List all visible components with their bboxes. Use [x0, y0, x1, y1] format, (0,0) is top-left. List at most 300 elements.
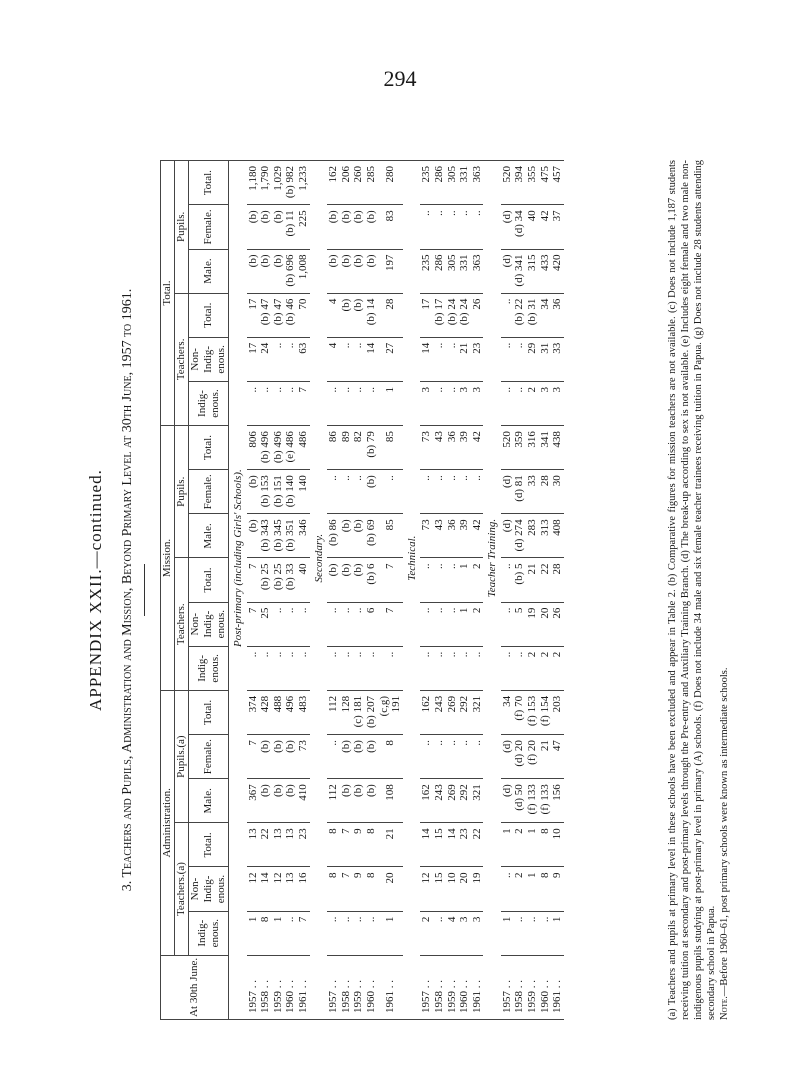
header-total-col: Total. [189, 293, 229, 337]
value-cell: (b) [352, 514, 365, 558]
value-cell: 108 [378, 779, 403, 823]
value-cell: 292 [458, 690, 471, 734]
header-total-col: Total. [189, 426, 229, 470]
value-cell: 22 [259, 823, 272, 867]
value-cell: 7 [340, 867, 353, 911]
section-title: Secondary. [310, 161, 328, 956]
value-cell: .. [272, 646, 285, 690]
value-cell: 2 [513, 867, 526, 911]
value-cell: (b) 5 [513, 558, 526, 602]
value-cell: 2 [471, 558, 484, 602]
table-row [446, 161, 459, 1020]
value-cell: .. [446, 558, 459, 602]
year-cell: 1958 . . [513, 955, 526, 1019]
value-cell: (b) 69 [365, 514, 378, 558]
value-cell: 1,790 [259, 161, 272, 205]
value-cell: 17 [420, 293, 433, 337]
table-row [259, 161, 272, 1020]
value-cell: 197 [378, 249, 403, 293]
year-cell: 1959 . . [272, 955, 285, 1019]
value-cell: .. [259, 646, 272, 690]
value-cell: 47 [551, 735, 564, 779]
value-cell: 89 [340, 426, 353, 470]
value-cell: (f) 153 [526, 690, 539, 734]
value-cell: 14 [365, 337, 378, 381]
value-cell: (b) 496 [272, 426, 285, 470]
header-admin-pupils: Pupils.(a) [175, 690, 189, 822]
value-cell: .. [327, 602, 340, 646]
value-cell: 3 [539, 381, 552, 425]
value-cell: 3 [458, 911, 471, 955]
table-row [284, 161, 297, 1020]
value-cell: .. [297, 602, 310, 646]
value-cell: (b) [272, 249, 285, 293]
value-cell: (b) [352, 735, 365, 779]
value-cell: (b) 207 [365, 690, 378, 734]
value-cell: (f) 154 [539, 690, 552, 734]
value-cell: (b) 31 [526, 293, 539, 337]
value-cell: 3 [471, 911, 484, 955]
value-cell: 206 [340, 161, 353, 205]
value-cell: 305 [446, 249, 459, 293]
value-cell: 285 [365, 161, 378, 205]
value-cell: .. [297, 646, 310, 690]
value-cell: 23 [297, 823, 310, 867]
value-cell: 63 [297, 337, 310, 381]
value-cell: .. [433, 558, 446, 602]
value-cell: .. [378, 470, 403, 514]
note-label: Note. [719, 996, 730, 1020]
notes [666, 160, 731, 1020]
value-cell: (b) [247, 470, 260, 514]
value-cell: .. [446, 337, 459, 381]
value-cell: .. [365, 911, 378, 955]
table-row [551, 161, 564, 1020]
value-cell: 12 [272, 867, 285, 911]
value-cell: 21 [458, 337, 471, 381]
value-cell: (b) [327, 558, 340, 602]
value-cell: (e) 486 [284, 426, 297, 470]
section-title: Teacher Training. [483, 161, 501, 956]
section-spacer-cell [229, 955, 247, 1019]
header-total-teachers: Teachers. [175, 293, 189, 425]
value-cell: (d) [501, 205, 514, 249]
value-cell: (b) [247, 249, 260, 293]
header-year: At 30th June. [161, 955, 229, 1019]
value-cell: .. [352, 602, 365, 646]
table-title: 3. Teachers and Pupils, Administration and Mission, Beyond Primary Level at 30th June, 1957 to 1961. [120, 288, 135, 892]
value-cell: 73 [420, 426, 433, 470]
value-cell: .. [471, 205, 484, 249]
header-mission: Mission. [161, 426, 175, 691]
value-cell: (f) 70 [513, 690, 526, 734]
value-cell: .. [247, 646, 260, 690]
value-cell: (d) 81 [513, 470, 526, 514]
value-cell: 43 [433, 426, 446, 470]
value-cell: (b) [272, 735, 285, 779]
value-cell: .. [433, 735, 446, 779]
value-cell: 313 [539, 514, 552, 558]
value-cell: (b) [365, 470, 378, 514]
value-cell: (b) [259, 735, 272, 779]
value-cell: 243 [433, 779, 446, 823]
value-cell: 428 [259, 690, 272, 734]
table-row [272, 161, 285, 1020]
header-male: Male. [189, 779, 229, 823]
value-cell: 7 [247, 558, 260, 602]
value-cell: 23 [458, 823, 471, 867]
value-cell: 7 [247, 602, 260, 646]
value-cell: .. [433, 646, 446, 690]
year-cell: 1957 . . [327, 955, 340, 1019]
value-cell: 355 [526, 161, 539, 205]
value-cell: (b) [340, 205, 353, 249]
value-cell: 4 [327, 293, 340, 337]
value-cell: (b) 496 [259, 426, 272, 470]
value-cell: 19 [526, 602, 539, 646]
value-cell: (b) [340, 735, 353, 779]
value-cell: .. [420, 646, 433, 690]
header-indigenous: Indig-enous. [189, 381, 229, 425]
value-cell: 128 [340, 690, 353, 734]
value-cell: (b) [365, 779, 378, 823]
value-cell: 260 [352, 161, 365, 205]
value-cell: (b) 86 [327, 514, 340, 558]
header-indigenous: Indig-enous. [189, 646, 229, 690]
value-cell: 7 [378, 602, 403, 646]
value-cell: 420 [551, 249, 564, 293]
value-cell: .. [526, 911, 539, 955]
value-cell: (b) [272, 779, 285, 823]
value-cell: 8 [539, 823, 552, 867]
header-total-col: Total. [189, 161, 229, 205]
value-cell: .. [501, 602, 514, 646]
year-cell: 1961 . . [471, 955, 484, 1019]
value-cell: 28 [551, 558, 564, 602]
value-cell: 14 [259, 867, 272, 911]
table-row [365, 161, 378, 1020]
value-cell: 341 [539, 426, 552, 470]
table-row [526, 161, 539, 1020]
value-cell: (b) [259, 249, 272, 293]
value-cell: (d) 20 [513, 735, 526, 779]
value-cell: (b) 25 [259, 558, 272, 602]
value-cell: 269 [446, 779, 459, 823]
value-cell: 1 [272, 911, 285, 955]
value-cell: (b) 153 [259, 470, 272, 514]
value-cell: (b) [352, 293, 365, 337]
table-row [501, 161, 514, 1020]
value-cell: 8 [327, 867, 340, 911]
value-cell: (b) [327, 205, 340, 249]
value-cell: 243 [433, 690, 446, 734]
value-cell: 1,233 [297, 161, 310, 205]
value-cell: 2 [526, 646, 539, 690]
value-cell: 4 [446, 911, 459, 955]
value-cell: (b) 79 [365, 426, 378, 470]
header-total-col: Total. [189, 823, 229, 867]
value-cell: 331 [458, 249, 471, 293]
table-body [229, 161, 564, 1020]
value-cell: (b) 151 [272, 470, 285, 514]
value-cell: 1 [378, 911, 403, 955]
value-cell: 235 [420, 161, 433, 205]
value-cell: 20 [458, 867, 471, 911]
value-cell: .. [433, 205, 446, 249]
year-cell: 1958 . . [433, 955, 446, 1019]
value-cell: (b) 140 [284, 470, 297, 514]
value-cell: .. [327, 735, 340, 779]
value-cell: 8 [365, 823, 378, 867]
value-cell: 363 [471, 161, 484, 205]
value-cell: 25 [259, 602, 272, 646]
value-cell: 13 [284, 867, 297, 911]
table-row [458, 161, 471, 1020]
value-cell: 496 [284, 690, 297, 734]
value-cell: 363 [471, 249, 484, 293]
value-cell: .. [446, 470, 459, 514]
header-admin-teachers: Teachers.(a) [175, 823, 189, 955]
value-cell: 42 [539, 205, 552, 249]
value-cell: 73 [297, 735, 310, 779]
value-cell: 1 [526, 867, 539, 911]
value-cell: 283 [526, 514, 539, 558]
value-cell: (d) 274 [513, 514, 526, 558]
value-cell: 26 [551, 602, 564, 646]
value-cell: .. [501, 337, 514, 381]
value-cell: 520 [501, 426, 514, 470]
section-spacer-cell [483, 955, 501, 1019]
value-cell: .. [446, 205, 459, 249]
value-cell: 37 [551, 205, 564, 249]
value-cell: 331 [458, 161, 471, 205]
value-cell: 85 [378, 426, 403, 470]
header-non-indigenous: Non-Indig-enous. [189, 867, 229, 911]
value-cell: (b) [352, 558, 365, 602]
value-cell: 1,008 [297, 249, 310, 293]
value-cell: 359 [513, 426, 526, 470]
value-cell: 8 [259, 911, 272, 955]
value-cell: 8 [365, 867, 378, 911]
year-cell: 1959 . . [526, 955, 539, 1019]
value-cell: 7 [247, 735, 260, 779]
value-cell: (f) 20 [526, 735, 539, 779]
value-cell: (b) [259, 779, 272, 823]
value-cell: 1 [458, 558, 471, 602]
value-cell: 269 [446, 690, 459, 734]
value-cell: .. [420, 602, 433, 646]
value-cell: .. [284, 602, 297, 646]
value-cell: .. [340, 337, 353, 381]
value-cell: .. [259, 381, 272, 425]
title-rule [144, 564, 145, 616]
value-cell: 28 [539, 470, 552, 514]
value-cell: (b) 982 [284, 161, 297, 205]
value-cell: (b) [365, 735, 378, 779]
year-cell: 1960 . . [539, 955, 552, 1019]
header-mission-pupils: Pupils. [175, 426, 189, 558]
year-cell: 1958 . . [259, 955, 272, 1019]
value-cell: (b) [352, 779, 365, 823]
value-cell: 112 [327, 779, 340, 823]
value-cell: .. [284, 337, 297, 381]
value-cell: 286 [433, 249, 446, 293]
section-header-row [403, 161, 421, 1020]
value-cell: (b) [365, 205, 378, 249]
value-cell: 7 [340, 823, 353, 867]
section-header-row [229, 161, 247, 1020]
note-text: —Before 1960–61, post primary schools were known as intermediate schools. [719, 667, 730, 997]
value-cell: 19 [471, 867, 484, 911]
value-cell: .. [272, 381, 285, 425]
value-cell: .. [446, 381, 459, 425]
value-cell: 488 [272, 690, 285, 734]
value-cell: .. [284, 911, 297, 955]
value-cell: 9 [551, 867, 564, 911]
header-non-indigenous: Non-Indig-enous. [189, 337, 229, 381]
value-cell: 24 [259, 337, 272, 381]
value-cell: (b) [327, 249, 340, 293]
header-female: Female. [189, 470, 229, 514]
value-cell: 203 [551, 690, 564, 734]
table-row [433, 161, 446, 1020]
table-row [247, 161, 260, 1020]
value-cell: (b) [272, 205, 285, 249]
header-total-pupils: Pupils. [175, 161, 189, 294]
value-cell: 17 [247, 293, 260, 337]
value-cell: 21 [539, 735, 552, 779]
appendix-title: APPENDIX XXII.—continued. [86, 469, 105, 711]
value-cell: 1 [378, 381, 403, 425]
table-row [539, 161, 552, 1020]
value-cell: 26 [471, 293, 484, 337]
value-cell: .. [501, 867, 514, 911]
value-cell: .. [433, 911, 446, 955]
value-cell: (d) [501, 470, 514, 514]
value-cell: 7 [297, 381, 310, 425]
value-cell: 23 [471, 337, 484, 381]
value-cell: 21 [526, 558, 539, 602]
year-cell: 1959 . . [446, 955, 459, 1019]
value-cell: 42 [471, 426, 484, 470]
section-header-row [483, 161, 501, 1020]
value-cell: 34 [501, 690, 514, 734]
value-cell: (b) 46 [284, 293, 297, 337]
value-cell: 10 [551, 823, 564, 867]
value-cell: 4 [327, 337, 340, 381]
value-cell: 410 [297, 779, 310, 823]
value-cell: (b) [284, 779, 297, 823]
value-cell: 162 [327, 161, 340, 205]
section-title: Technical. [403, 161, 421, 956]
value-cell: 520 [501, 161, 514, 205]
value-cell: .. [352, 911, 365, 955]
value-cell: 43 [433, 514, 446, 558]
value-cell: .. [513, 381, 526, 425]
value-cell: (b) [340, 514, 353, 558]
value-cell: (b) [340, 558, 353, 602]
value-cell: (b) 343 [259, 514, 272, 558]
value-cell: 316 [526, 426, 539, 470]
year-cell: 1961 . . [378, 955, 403, 1019]
year-cell: 1957 . . [247, 955, 260, 1019]
value-cell: 42 [471, 514, 484, 558]
section-spacer-cell [403, 955, 421, 1019]
value-cell: 30 [551, 470, 564, 514]
value-cell: 1,180 [247, 161, 260, 205]
value-cell: (b) 696 [284, 249, 297, 293]
value-cell: .. [446, 646, 459, 690]
value-cell: (b) [340, 293, 353, 337]
header-non-indigenous: Non-Indig-enous. [189, 602, 229, 646]
value-cell: 33 [526, 470, 539, 514]
value-cell: 73 [420, 514, 433, 558]
value-cell: .. [284, 646, 297, 690]
value-cell: 2 [471, 602, 484, 646]
value-cell: (b) [352, 249, 365, 293]
value-cell: (f) 133 [539, 779, 552, 823]
year-cell: 1961 . . [297, 955, 310, 1019]
value-cell: 21 [378, 823, 403, 867]
value-cell: 2 [526, 381, 539, 425]
value-cell: .. [501, 293, 514, 337]
value-cell: (b) 14 [365, 293, 378, 337]
value-cell: 367 [247, 779, 260, 823]
value-cell: 36 [551, 293, 564, 337]
value-cell: .. [420, 205, 433, 249]
year-cell: 1957 . . [501, 955, 514, 1019]
value-cell: (b) [340, 249, 353, 293]
value-cell: 16 [297, 867, 310, 911]
value-cell: (b) 351 [284, 514, 297, 558]
value-cell: 2 [420, 911, 433, 955]
value-cell: 15 [433, 867, 446, 911]
value-cell: 13 [272, 823, 285, 867]
value-cell: 3 [420, 381, 433, 425]
value-cell: .. [539, 911, 552, 955]
value-cell: 29 [526, 337, 539, 381]
value-cell: .. [458, 735, 471, 779]
value-cell: (b) [247, 205, 260, 249]
value-cell: .. [272, 602, 285, 646]
rotated-table-page [80, 150, 730, 1030]
value-cell: 408 [551, 514, 564, 558]
value-cell: 457 [551, 161, 564, 205]
year-cell: 1960 . . [365, 955, 378, 1019]
value-cell: 374 [247, 690, 260, 734]
value-cell: .. [340, 381, 353, 425]
value-cell: 315 [526, 249, 539, 293]
value-cell: .. [420, 470, 433, 514]
year-cell: 1958 . . [340, 955, 353, 1019]
value-cell: 40 [297, 558, 310, 602]
value-cell: .. [446, 602, 459, 646]
value-cell: 83 [378, 205, 403, 249]
value-cell: 225 [297, 205, 310, 249]
header-male: Male. [189, 514, 229, 558]
value-cell: (b) 24 [458, 293, 471, 337]
table-row [340, 161, 353, 1020]
value-cell: (b) [247, 514, 260, 558]
value-cell: 39 [458, 426, 471, 470]
value-cell: 433 [539, 249, 552, 293]
value-cell: .. [378, 646, 403, 690]
value-cell: .. [420, 558, 433, 602]
value-cell: 394 [513, 161, 526, 205]
value-cell: .. [365, 646, 378, 690]
value-cell: .. [433, 602, 446, 646]
value-cell: 8 [327, 823, 340, 867]
